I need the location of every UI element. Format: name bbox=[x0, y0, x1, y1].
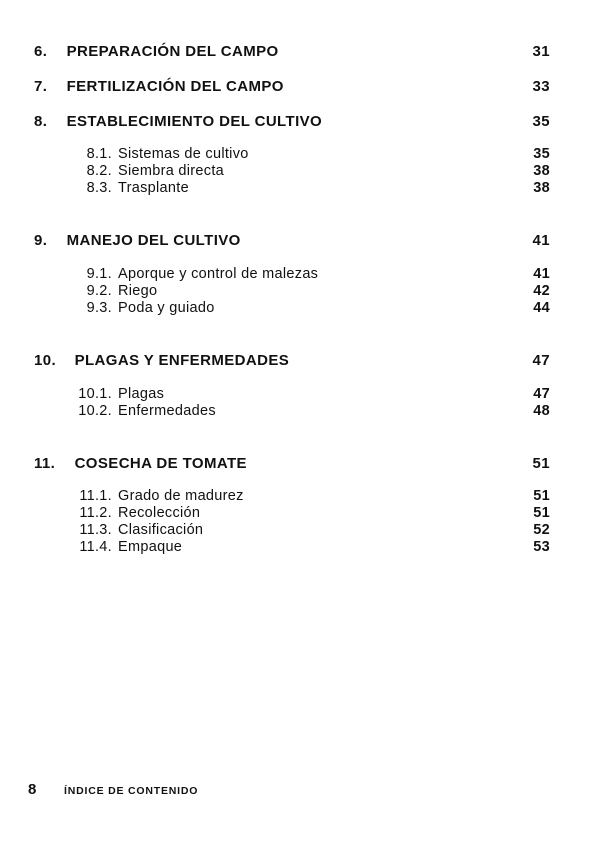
subsection-page-number: 53 bbox=[533, 539, 550, 555]
chapter-page-number: 31 bbox=[532, 43, 550, 60]
chapter-page-number: 41 bbox=[532, 232, 550, 249]
subsection-number: 10.2. bbox=[78, 403, 112, 419]
subsection-number: 10.1. bbox=[78, 386, 112, 402]
subsection-number: 8.3. bbox=[86, 180, 112, 196]
chapter-heading bbox=[34, 232, 241, 249]
chapter-heading bbox=[34, 113, 322, 130]
toc-subsection bbox=[60, 488, 550, 505]
chapter-heading bbox=[34, 455, 247, 472]
chapter-number: 10. bbox=[34, 352, 57, 369]
subsection-number: 11.3. bbox=[79, 522, 112, 538]
toc-subsection bbox=[60, 522, 550, 539]
chapter-number: 8. bbox=[34, 113, 48, 130]
toc-subsection bbox=[60, 146, 550, 163]
toc-subsection bbox=[60, 266, 550, 283]
toc-subsection bbox=[60, 403, 550, 420]
subsection-page-number: 51 bbox=[533, 488, 550, 504]
subsection-page-number: 51 bbox=[533, 505, 550, 521]
toc-subsection bbox=[60, 300, 550, 317]
chapter-title: PREPARACIÓN DEL CAMPO bbox=[66, 43, 279, 60]
chapter-heading bbox=[34, 352, 289, 369]
footer-title: ÍNDICE DE CONTENIDO bbox=[64, 785, 199, 797]
chapter-number: 9. bbox=[34, 232, 48, 249]
chapter-title: COSECHA DE TOMATE bbox=[74, 455, 247, 472]
chapter-number: 7. bbox=[34, 78, 48, 95]
subsection-page-number: 42 bbox=[533, 283, 550, 299]
subsection-number: 9.3. bbox=[86, 300, 112, 316]
chapter-heading bbox=[34, 78, 284, 95]
chapter-title: ESTABLECIMIENTO DEL CULTIVO bbox=[66, 113, 323, 130]
toc-subsection bbox=[60, 163, 550, 180]
toc-chapter bbox=[34, 232, 550, 249]
subsection-page-number: 38 bbox=[533, 163, 550, 179]
page-footer bbox=[28, 781, 198, 798]
toc-chapter bbox=[34, 78, 550, 95]
subsection-title: Riego bbox=[118, 283, 158, 299]
subsection-number: 11.4. bbox=[79, 539, 112, 555]
chapter-title: PLAGAS Y ENFERMEDADES bbox=[74, 352, 290, 369]
subsection-title: Poda y guiado bbox=[118, 300, 215, 316]
chapter-page-number: 47 bbox=[532, 352, 550, 369]
toc-chapter bbox=[34, 43, 550, 60]
chapter-number: 11. bbox=[34, 455, 56, 472]
toc-subsection bbox=[60, 283, 550, 300]
subsection-number: 9.1. bbox=[86, 266, 112, 282]
subsection-title: Enfermedades bbox=[118, 403, 216, 419]
chapter-number: 6. bbox=[34, 43, 48, 60]
subsection-title: Siembra directa bbox=[118, 163, 225, 179]
toc-subsection bbox=[60, 386, 550, 403]
subsection-title: Aporque y control de malezas bbox=[118, 266, 319, 282]
subsection-page-number: 41 bbox=[533, 266, 550, 282]
subsection-number: 11.1. bbox=[79, 488, 112, 504]
chapter-page-number: 33 bbox=[532, 78, 550, 95]
toc-chapter bbox=[34, 352, 550, 369]
chapter-title: MANEJO DEL CULTIVO bbox=[66, 232, 241, 249]
subsection-title: Grado de madurez bbox=[118, 488, 244, 504]
chapter-title: FERTILIZACIÓN DEL CAMPO bbox=[66, 78, 284, 95]
toc-subsection bbox=[60, 505, 550, 522]
subsection-page-number: 48 bbox=[533, 403, 550, 419]
subsection-number: 8.1. bbox=[86, 146, 112, 162]
toc-subsection bbox=[60, 539, 550, 556]
subsection-number: 8.2. bbox=[86, 163, 112, 179]
subsection-title: Empaque bbox=[118, 539, 183, 555]
subsection-page-number: 35 bbox=[533, 146, 550, 162]
subsection-page-number: 44 bbox=[533, 300, 550, 316]
subsection-title: Recolección bbox=[118, 505, 201, 521]
subsection-page-number: 47 bbox=[533, 386, 550, 402]
subsection-title: Clasificación bbox=[118, 522, 204, 538]
toc-chapter bbox=[34, 455, 550, 472]
subsection-title: Plagas bbox=[118, 386, 165, 402]
subsection-number: 9.2. bbox=[86, 283, 112, 299]
chapter-page-number: 51 bbox=[532, 455, 550, 472]
footer-page-number: 8 bbox=[28, 781, 37, 798]
subsection-number: 11.2. bbox=[79, 505, 112, 521]
subsection-title: Sistemas de cultivo bbox=[118, 146, 249, 162]
chapter-page-number: 35 bbox=[532, 113, 550, 130]
subsection-page-number: 52 bbox=[533, 522, 550, 538]
subsection-title: Trasplante bbox=[118, 180, 189, 196]
subsection-page-number: 38 bbox=[533, 180, 550, 196]
chapter-heading bbox=[34, 43, 279, 60]
toc-chapter bbox=[34, 113, 550, 130]
toc-subsection bbox=[60, 180, 550, 197]
